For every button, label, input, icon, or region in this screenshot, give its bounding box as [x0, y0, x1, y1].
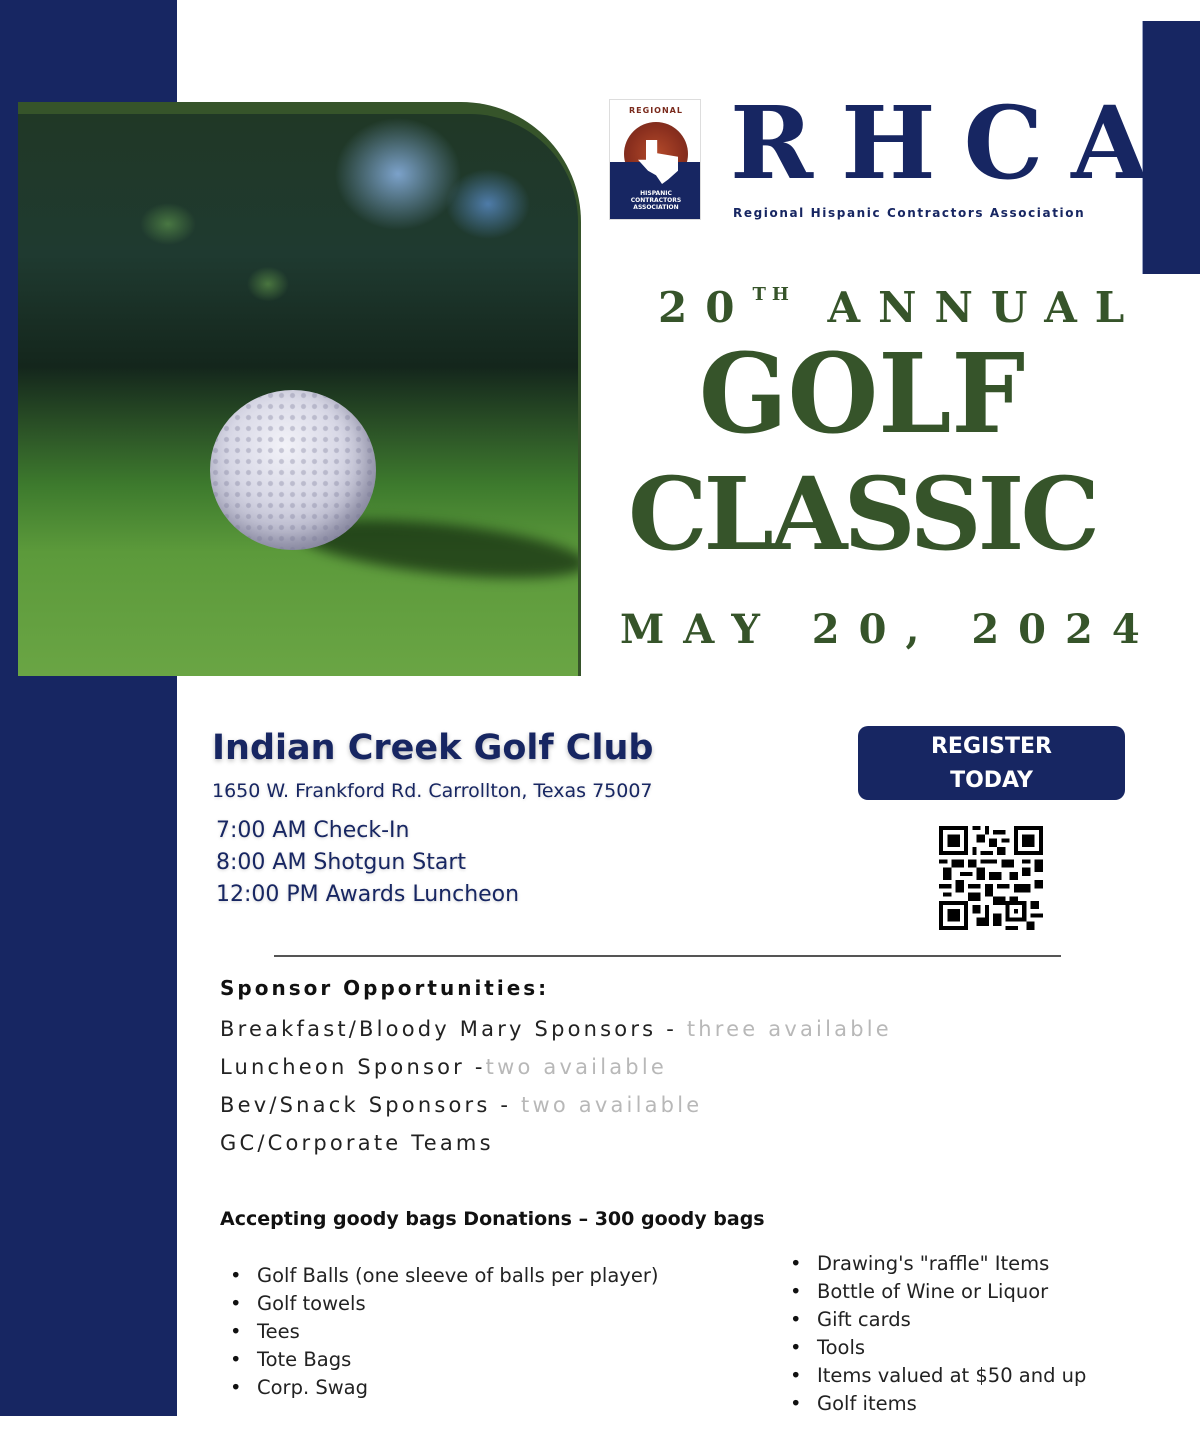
event-title-line2: CLASSIC — [627, 455, 1097, 573]
sponsor-list — [220, 1010, 892, 1162]
donation-item: • Gift cards — [790, 1306, 1086, 1334]
sponsor-item — [220, 1048, 892, 1086]
sponsor-availability: two available — [485, 1055, 667, 1079]
donation-item: • Tote Bags — [230, 1346, 658, 1374]
sponsor-label: Breakfast/Bloody Mary Sponsors - — [220, 1017, 687, 1041]
sponsor-availability: two available — [521, 1093, 703, 1117]
venue-name: Indian Creek Golf Club — [212, 728, 654, 768]
donations-list-right — [790, 1250, 1086, 1418]
golf-photo-frame — [18, 102, 581, 676]
event-date: MAY 20, 2024 — [620, 606, 1159, 653]
register-label-line2: TODAY — [950, 768, 1033, 793]
venue-address: 1650 W. Frankford Rd. Carrollton, Texas 75007 — [212, 780, 653, 802]
sponsor-item — [220, 1010, 892, 1048]
edition-heading — [658, 283, 1142, 332]
schedule-item: 12:00 PM Awards Luncheon — [216, 882, 520, 907]
logo-bottom-text — [610, 190, 701, 211]
donation-item: • Tools — [790, 1334, 1086, 1362]
rhca-logo — [609, 99, 701, 220]
edition-number: 20 — [658, 283, 753, 332]
register-today-button[interactable] — [858, 726, 1125, 800]
edition-suffix: TH — [752, 284, 795, 305]
schedule-item: 8:00 AM Shotgun Start — [216, 850, 467, 875]
logo-line: ASSOCIATION — [633, 204, 679, 211]
sponsor-item — [220, 1086, 892, 1124]
donation-item: • Tees — [230, 1318, 658, 1346]
logo-top-text: REGIONAL — [629, 106, 683, 115]
donation-item: • Items valued at $50 and up — [790, 1362, 1086, 1390]
donation-item: • Drawing's "raffle" Items — [790, 1250, 1086, 1278]
donation-item: • Golf towels — [230, 1290, 658, 1318]
qr-code-icon[interactable] — [938, 826, 1044, 930]
sponsor-item — [220, 1124, 892, 1162]
org-name: Regional Hispanic Contractors Association — [733, 206, 1086, 220]
sponsor-heading: Sponsor Opportunities: — [220, 976, 550, 1000]
donation-item: • Golf Balls (one sleeve of balls per player) — [230, 1262, 658, 1290]
donations-list-left — [230, 1262, 658, 1402]
org-acronym: RHCA — [730, 84, 1177, 202]
sponsor-label: GC/Corporate Teams — [220, 1131, 494, 1155]
donation-item: • Corp. Swag — [230, 1374, 658, 1402]
edition-word: ANNUAL — [827, 283, 1143, 332]
schedule-item: 7:00 AM Check-In — [216, 818, 410, 843]
sponsor-label: Bev/Snack Sponsors - — [220, 1093, 522, 1117]
golf-ball-photo — [18, 114, 578, 676]
logo-line: HISPANIC — [640, 190, 672, 197]
sponsor-label: Luncheon Sponsor - — [220, 1055, 486, 1079]
event-schedule — [216, 815, 519, 911]
donation-item: • Golf items — [790, 1390, 1086, 1418]
event-title-line1: GOLF — [698, 328, 1026, 459]
donation-item: • Bottle of Wine or Liquor — [790, 1278, 1086, 1306]
section-divider — [274, 955, 1061, 957]
golf-ball-icon — [210, 390, 376, 550]
sponsor-availability: three available — [686, 1017, 892, 1041]
donations-heading: Accepting goody bags Donations – 300 goody bags — [220, 1208, 765, 1230]
logo-line: CONTRACTORS — [630, 197, 682, 204]
register-label-line1: REGISTER — [930, 734, 1053, 759]
